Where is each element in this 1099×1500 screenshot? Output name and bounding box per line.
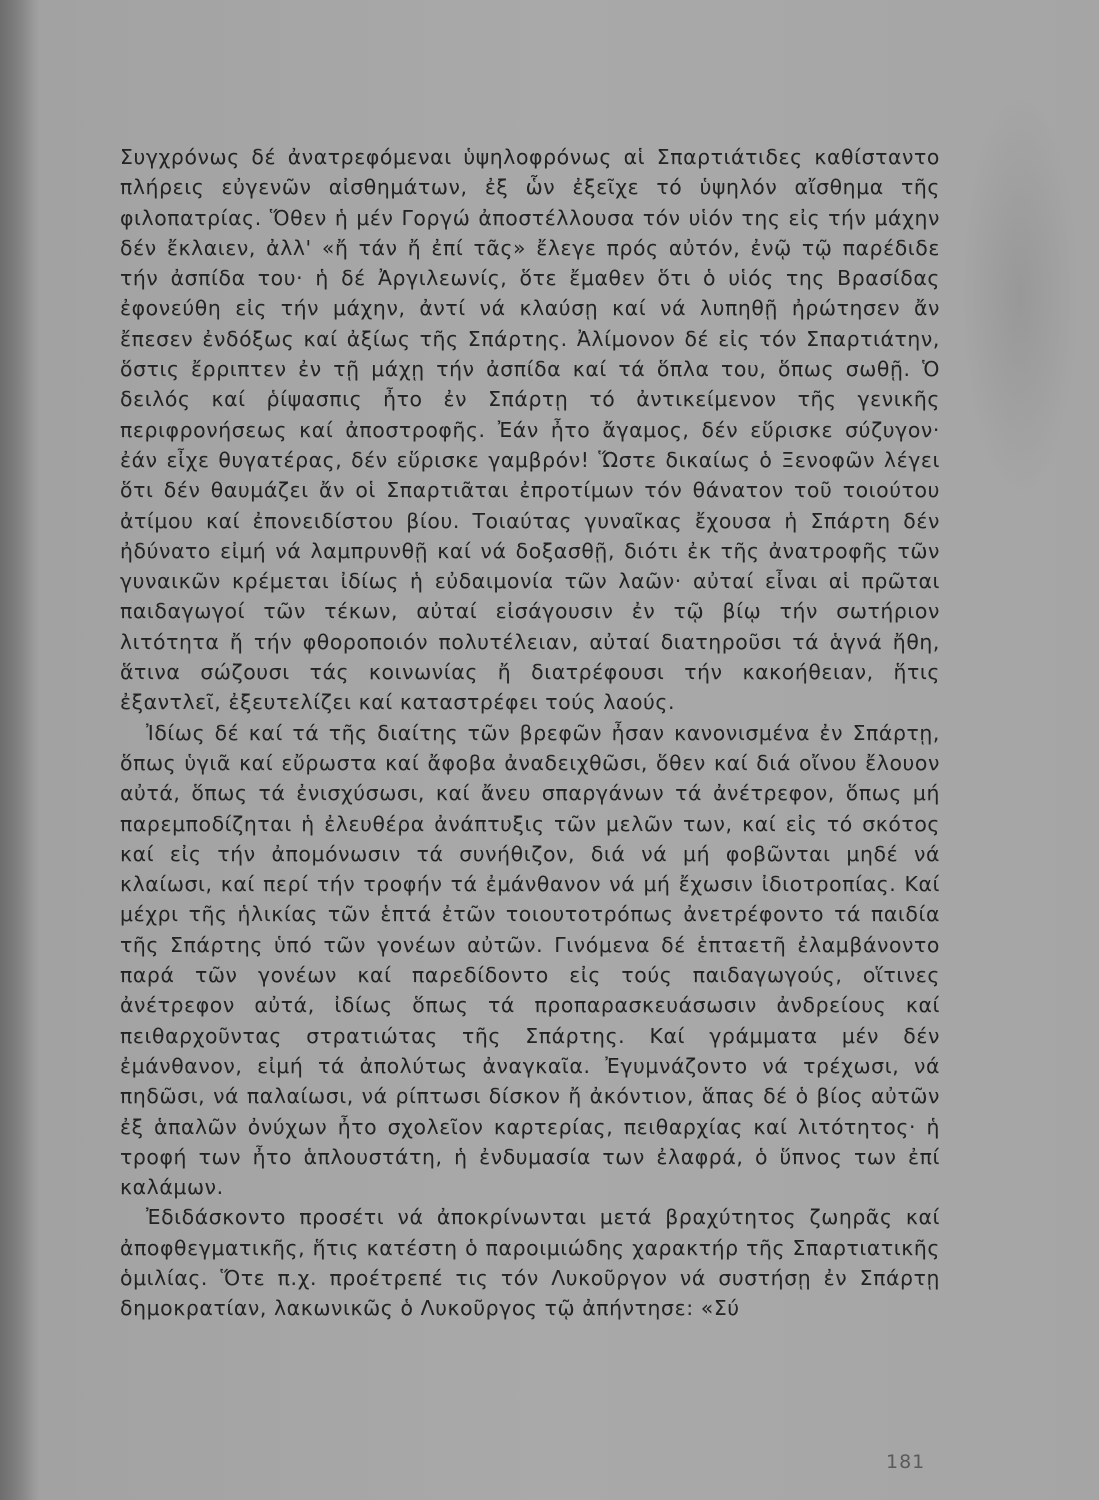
paragraph-2: Ἰδίως δέ καί τά τῆς διαίτης τῶν βρεφῶν ἦσαν κανονισμένα ἐν Σπάρτῃ, ὅπως ὑγιᾶ καί εὔρωστα καί ἄφοβα ἀναδειχθῶσι, ὅθεν καί διά οἴνου ἔλουον αὐτά, ὅπως τά ἐνισχύσωσι, καί ἄνευ σπαργάνων τά ἀνέτρεφον, ὅπως μή παρεμποδίζηται ἡ ἐλευθέρα ἀνάπτυξις τῶν μελῶν των, καί εἰς τό σκότος καί εἰς τήν ἀπομόνωσιν τά συνήθιζον, διά νά μή φοβῶνται μηδέ νά κλαίωσι, καί περί τήν τροφήν τά ἐμάνθανον νά μή ἔχωσιν ἰδιοτροπίας. Καί μέχρι τῆς ἡλικίας τῶν ἑπτά ἐτῶν τοιουτοτρόπως ἀνετρέφοντο τά παιδία τῆς Σπάρτης ὑπό τῶν γονέων αὐτῶν. Γινόμενα δέ ἑπταετῆ ἐλαμβάνοντο παρά τῶν γονέων καί παρεδίδοντο εἰς τούς παιδαγωγούς, οἵτινες ἀνέτρεφον αὐτά, ἰδίως ὅπως τά προπαρασκευάσωσιν ἀνδρείους καί πειθαρχοῦντας στρατιώτας τῆς Σπάρτης. Καί γράμματα μέν δέν ἐμάνθανον, εἰμή τά ἀπολύτως ἀναγκαῖα. Ἐγυμνάζοντο νά τρέχωσι, νά πηδῶσι, νά παλαίωσι, νά ρίπτωσι δίσκον ἤ ἀκόντιον, ἅπας δέ ὁ βίος αὐτῶν ἐξ ἁπαλῶν ὀνύχων ἦτο σχολεῖον καρτερίας, πειθαρχίας καί λιτότητος· ἡ τροφή των ἦτο ἁπλουστάτη, ἡ ἐνδυμασία των ἐλαφρά, ὁ ὕπνος των ἐπί καλάμων. [120,720,940,1200]
show-through-bleed [960,95,1080,495]
paragraph-3: Ἐδιδάσκοντο προσέτι νά ἀποκρίνωνται μετά βραχύτητος ζωηρᾶς καί ἀποφθεγματικῆς, ἥτις κατέστη ὁ παροιμιώδης χαρακτήρ τῆς Σπαρτιατικῆς ὁμιλίας. Ὅτε π.χ. προέτρεπέ τις τόν Λυκοῦργον νά συστήσῃ ἐν Σπάρτῃ δημοκρατίαν, λακωνικῶς ὁ Λυκοῦργος τῷ ἀπήντησε: «Σύ [120,1205,940,1321]
paragraph-1: Συγχρόνως δέ ἀνατρεφόμεναι ὑψηλοφρόνως αἱ Σπαρτιάτιδες καθίσταντο πλήρεις εὐγενῶν αἰσθημάτων, ἐξ ὧν ἐξεῖχε τό ὑψηλόν αἴσθημα τῆς φιλοπατρίας. Ὅθεν ἡ μέν Γοργώ ἀποστέλλουσα τόν υἱόν της εἰς τήν μάχην δέν ἔκλαιεν, ἀλλ' «ἤ τάν ἤ ἐπί τᾶς» ἔλεγε πρός αὐτόν, ἐνῷ τῷ παρέδιδε τήν ἀσπίδα του· ἡ δέ Ἀργιλεωνίς, ὅτε ἔμαθεν ὅτι ὁ υἱός της Βρασίδας ἐφονεύθη εἰς τήν μάχην, ἀντί νά κλαύσῃ καί νά λυπηθῇ ἠρώτησεν ἄν ἔπεσεν ἐνδόξως καί ἀξίως τῆς Σπάρτης. Ἀλίμονον δέ εἰς τόν Σπαρτιάτην, ὅστις ἔρριπτεν ἐν τῇ μάχῃ τήν ἀσπίδα καί τά ὅπλα του, ὅπως σωθῇ. Ὁ δειλός καί ῥίψασπις ἦτο ἐν Σπάρτῃ τό ἀντικείμενον τῆς γενικῆς περιφρονήσεως καί ἀποστροφῆς. Ἐάν ἦτο ἄγαμος, δέν εὕρισκε σύζυγον· ἐάν εἶχε θυγατέρας, δέν εὕρισκε γαμβρόν! Ὥστε δικαίως ὁ Ξενοφῶν λέγει ὅτι δέν θαυμάζει ἄν οἱ Σπαρτιᾶται ἐπροτίμων τόν θάνατον τοῦ τοιούτου ἀτίμου καί ἐπονειδίστου βίου. Τοιαύτας γυναῖκας ἔχουσα ἡ Σπάρτη δέν ἠδύνατο εἰμή νά λαμπρυνθῇ καί νά δοξασθῇ, διότι ἐκ τῆς ἀνατροφῆς τῶν γυναικῶν κρέμεται ἰδίως ἡ εὐδαιμονία τῶν λαῶν· αὐταί εἶναι αἱ πρῶται παιδαγωγοί τῶν τέκων, αὐταί εἰσάγουσιν ἐν τῷ βίῳ τήν σωτήριον λιτότητα ἤ τήν φθοροποιόν πολυτέλειαν, αὐταί διατηροῦσι τά ἁγνά ἤθη, ἅτινα σώζουσι τάς κοινωνίας ἤ διατρέφουσι τήν κακοήθειαν, ἥτις ἐξαντλεῖ, ἐξευτελίζει καί καταστρέφει τούς λαούς. [120,145,940,715]
binding-shadow [0,0,40,1500]
body-text [120,142,940,1324]
page-number: 181 [886,1451,926,1473]
